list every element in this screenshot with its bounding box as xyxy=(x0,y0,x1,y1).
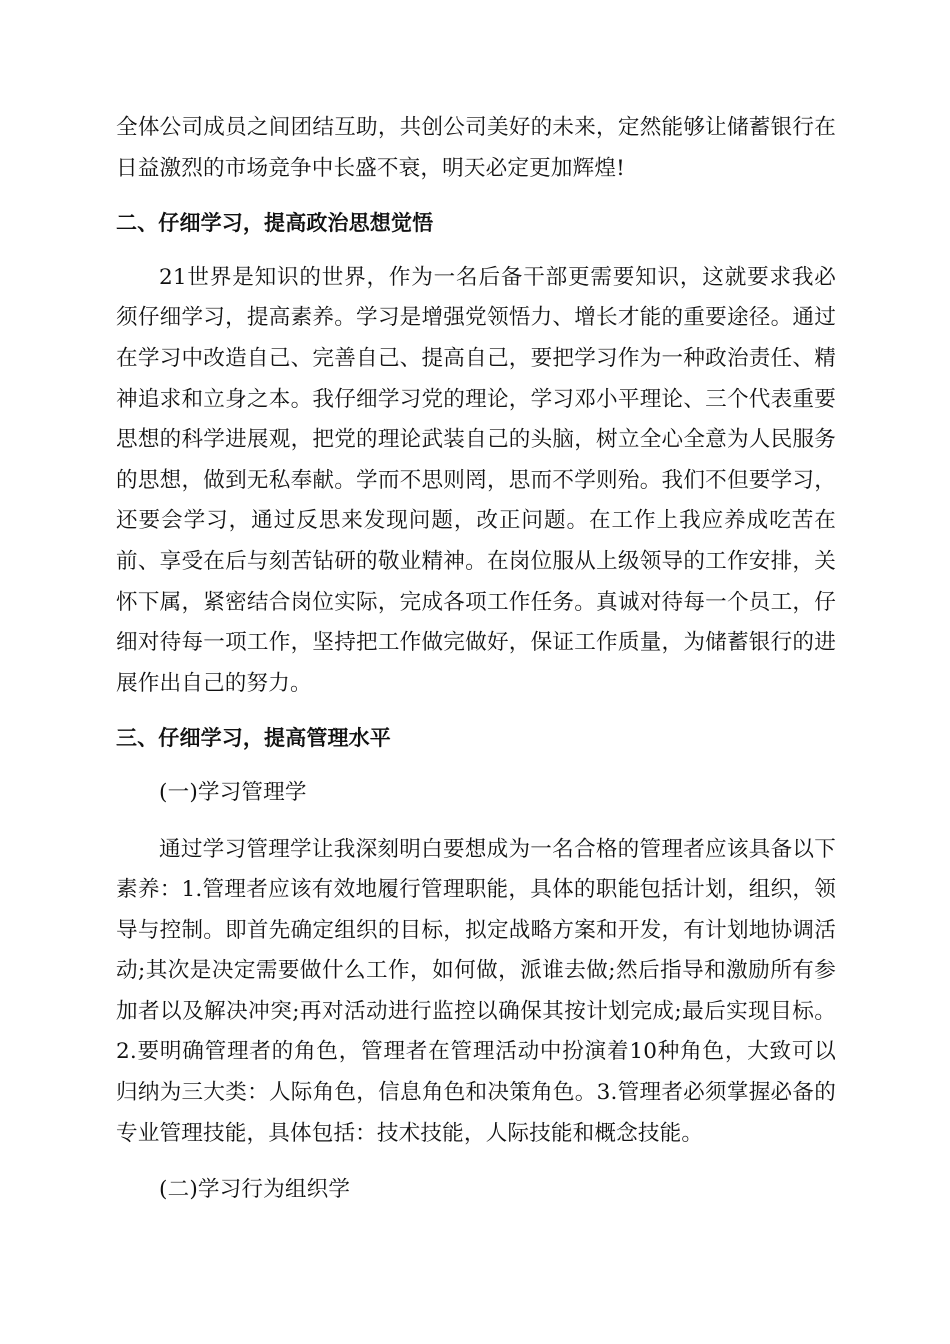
intro-paragraph: 全体公司成员之间团结互助，共创公司美好的未来，定然能够让储蓄银行在日益激烈的市场竞争中长盛不衰，明天必定更加辉煌! xyxy=(116,115,836,181)
section-2-heading: 二、仔细学习，提高政治思想觉悟 xyxy=(116,211,434,236)
section-3-heading: 三、仔细学习，提高管理水平 xyxy=(116,726,391,751)
document-page xyxy=(116,108,836,1211)
subsection-2-heading: (二)学习行为组织学 xyxy=(159,1177,351,1203)
subsection-1-heading: (一)学习管理学 xyxy=(159,779,307,805)
section-2-paragraph: 21世界是知识的世界，作为一名后备干部更需要知识，这就要求我必须仔细学习，提高素养。学习是增强党领悟力、增长才能的重要途径。通过在学习中改造自己、完善自己、提高自己，要把学习作为一种政治责任、精神追求和立身之本。我仔细学习党的理论，学习邓小平理论、三个代表重要思想的科学进展观，把党的理论武装自己的头脑，树立全心全意为人民服务的思想，做到无私奉献。学而不思则罔，思而不学则殆。我们不但要学习，还要会学习，通过反思来发现问题，改正问题。在工作上我应养成吃苦在前、享受在后与刻苦钻研的敬业精神。在岗位服从上级领导的工作安排，关怀下属，紧密结合岗位实际，完成各项工作任务。真诚对待每一个员工，仔细对待每一项工作，坚持把工作做完做好，保证工作质量，为储蓄银行的进展作出自己的努力。 xyxy=(116,264,836,696)
subsection-1-paragraph: 通过学习管理学让我深刻明白要想成为一名合格的管理者应该具备以下素养：1.管理者应该有效地履行管理职能，具体的职能包括计划，组织，领导与控制。即首先确定组织的目标，拟定战略方案和开发，有计划地协调活动;其次是决定需要做什么工作，如何做，派谁去做;然后指导和激励所有参加者以及解决冲突;再对活动进行监控以确保其按计划完成;最后实现目标。2.要明确管理者的角色，管理者在管理活动中扮演着10种角色，大致可以归纳为三大类：人际角色，信息角色和决策角色。3.管理者必须掌握必备的专业管理技能，具体包括：技术技能，人际技能和概念技能。 xyxy=(116,836,836,1146)
